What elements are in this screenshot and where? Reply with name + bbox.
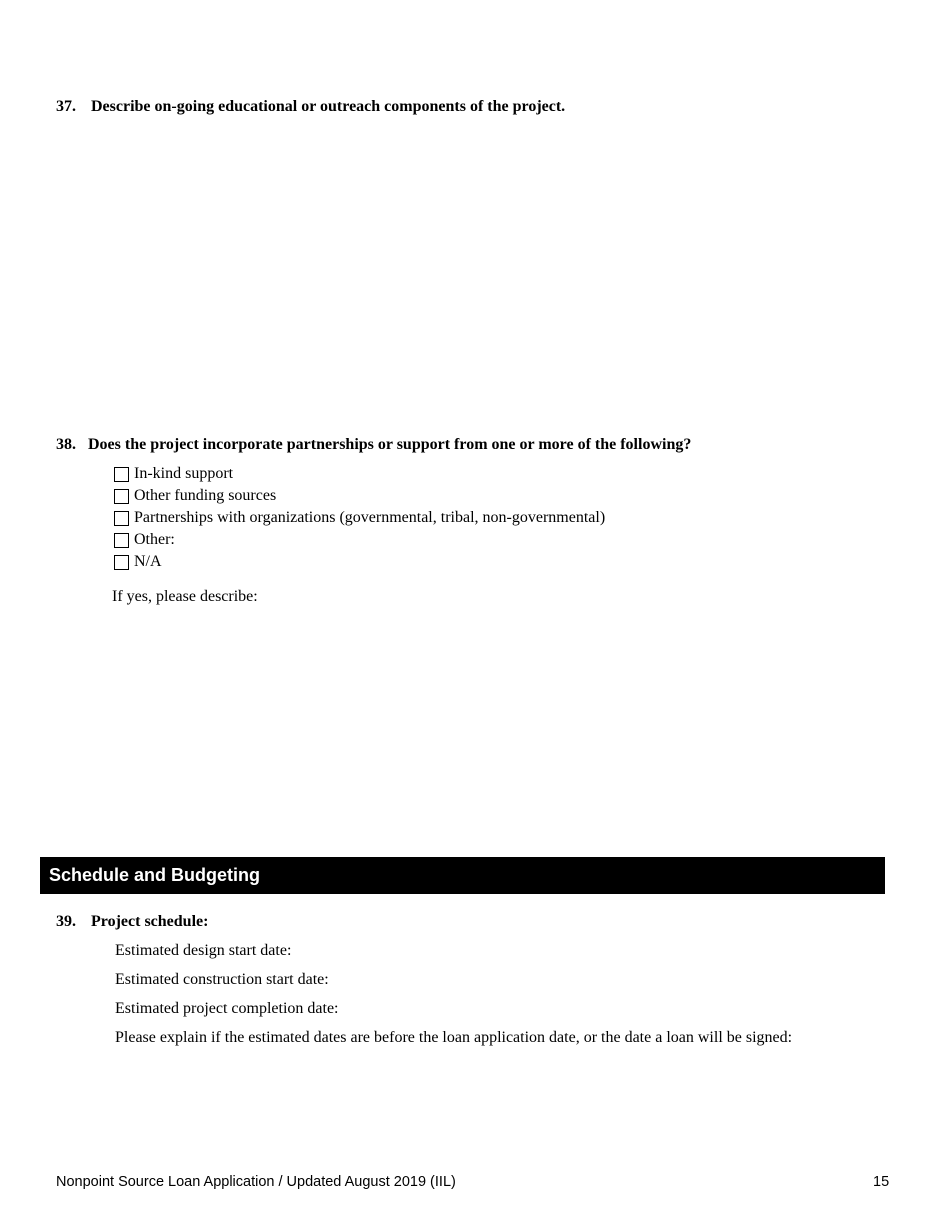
question-39-number: 39. bbox=[56, 913, 76, 930]
question-37-text: Describe on-going educational or outreach components of the project. bbox=[91, 98, 566, 115]
option-label: Other: bbox=[134, 531, 175, 548]
question-39-text: Project schedule: bbox=[91, 913, 209, 930]
section-title: Schedule and Budgeting bbox=[49, 865, 261, 885]
option-label: Other funding sources bbox=[134, 487, 277, 504]
question-39-heading bbox=[56, 913, 208, 931]
completion-date-field[interactable]: Estimated project completion date: bbox=[115, 1000, 339, 1017]
section-header-schedule-budgeting bbox=[40, 857, 885, 894]
other-funding-sources-checkbox[interactable] bbox=[114, 489, 129, 504]
option-label: N/A bbox=[134, 553, 162, 570]
describe-answer-area[interactable] bbox=[112, 612, 892, 842]
option-partnerships bbox=[114, 507, 605, 529]
question-37-number: 37. bbox=[56, 98, 76, 115]
date-explanation-field[interactable]: Please explain if the estimated dates are before the loan application date, or the date a loan will be signed: bbox=[115, 1029, 793, 1046]
option-na bbox=[114, 551, 605, 573]
construction-start-date-field[interactable]: Estimated construction start date: bbox=[115, 971, 329, 988]
option-in-kind-support bbox=[114, 463, 605, 485]
question-38-number: 38. bbox=[56, 436, 76, 453]
question-38-options bbox=[114, 463, 605, 573]
question-37-answer-area[interactable] bbox=[90, 125, 890, 425]
question-37-heading bbox=[56, 98, 565, 116]
option-label: Partnerships with organizations (governmental, tribal, non-governmental) bbox=[134, 509, 606, 526]
page-number: 15 bbox=[873, 1174, 890, 1190]
question-38-text: Does the project incorporate partnerships or support from one or more of the following? bbox=[88, 436, 692, 453]
design-start-date-field[interactable]: Estimated design start date: bbox=[115, 942, 292, 959]
other-checkbox[interactable] bbox=[114, 533, 129, 548]
partnerships-checkbox[interactable] bbox=[114, 511, 129, 526]
option-other-funding-sources bbox=[114, 485, 605, 507]
question-38-heading bbox=[56, 436, 691, 454]
describe-label: If yes, please describe: bbox=[112, 588, 258, 605]
na-checkbox[interactable] bbox=[114, 555, 129, 570]
option-label: In-kind support bbox=[134, 465, 234, 482]
option-other bbox=[114, 529, 605, 551]
in-kind-support-checkbox[interactable] bbox=[114, 467, 129, 482]
footer-title: Nonpoint Source Loan Application / Updated August 2019 (IIL) bbox=[56, 1174, 456, 1190]
